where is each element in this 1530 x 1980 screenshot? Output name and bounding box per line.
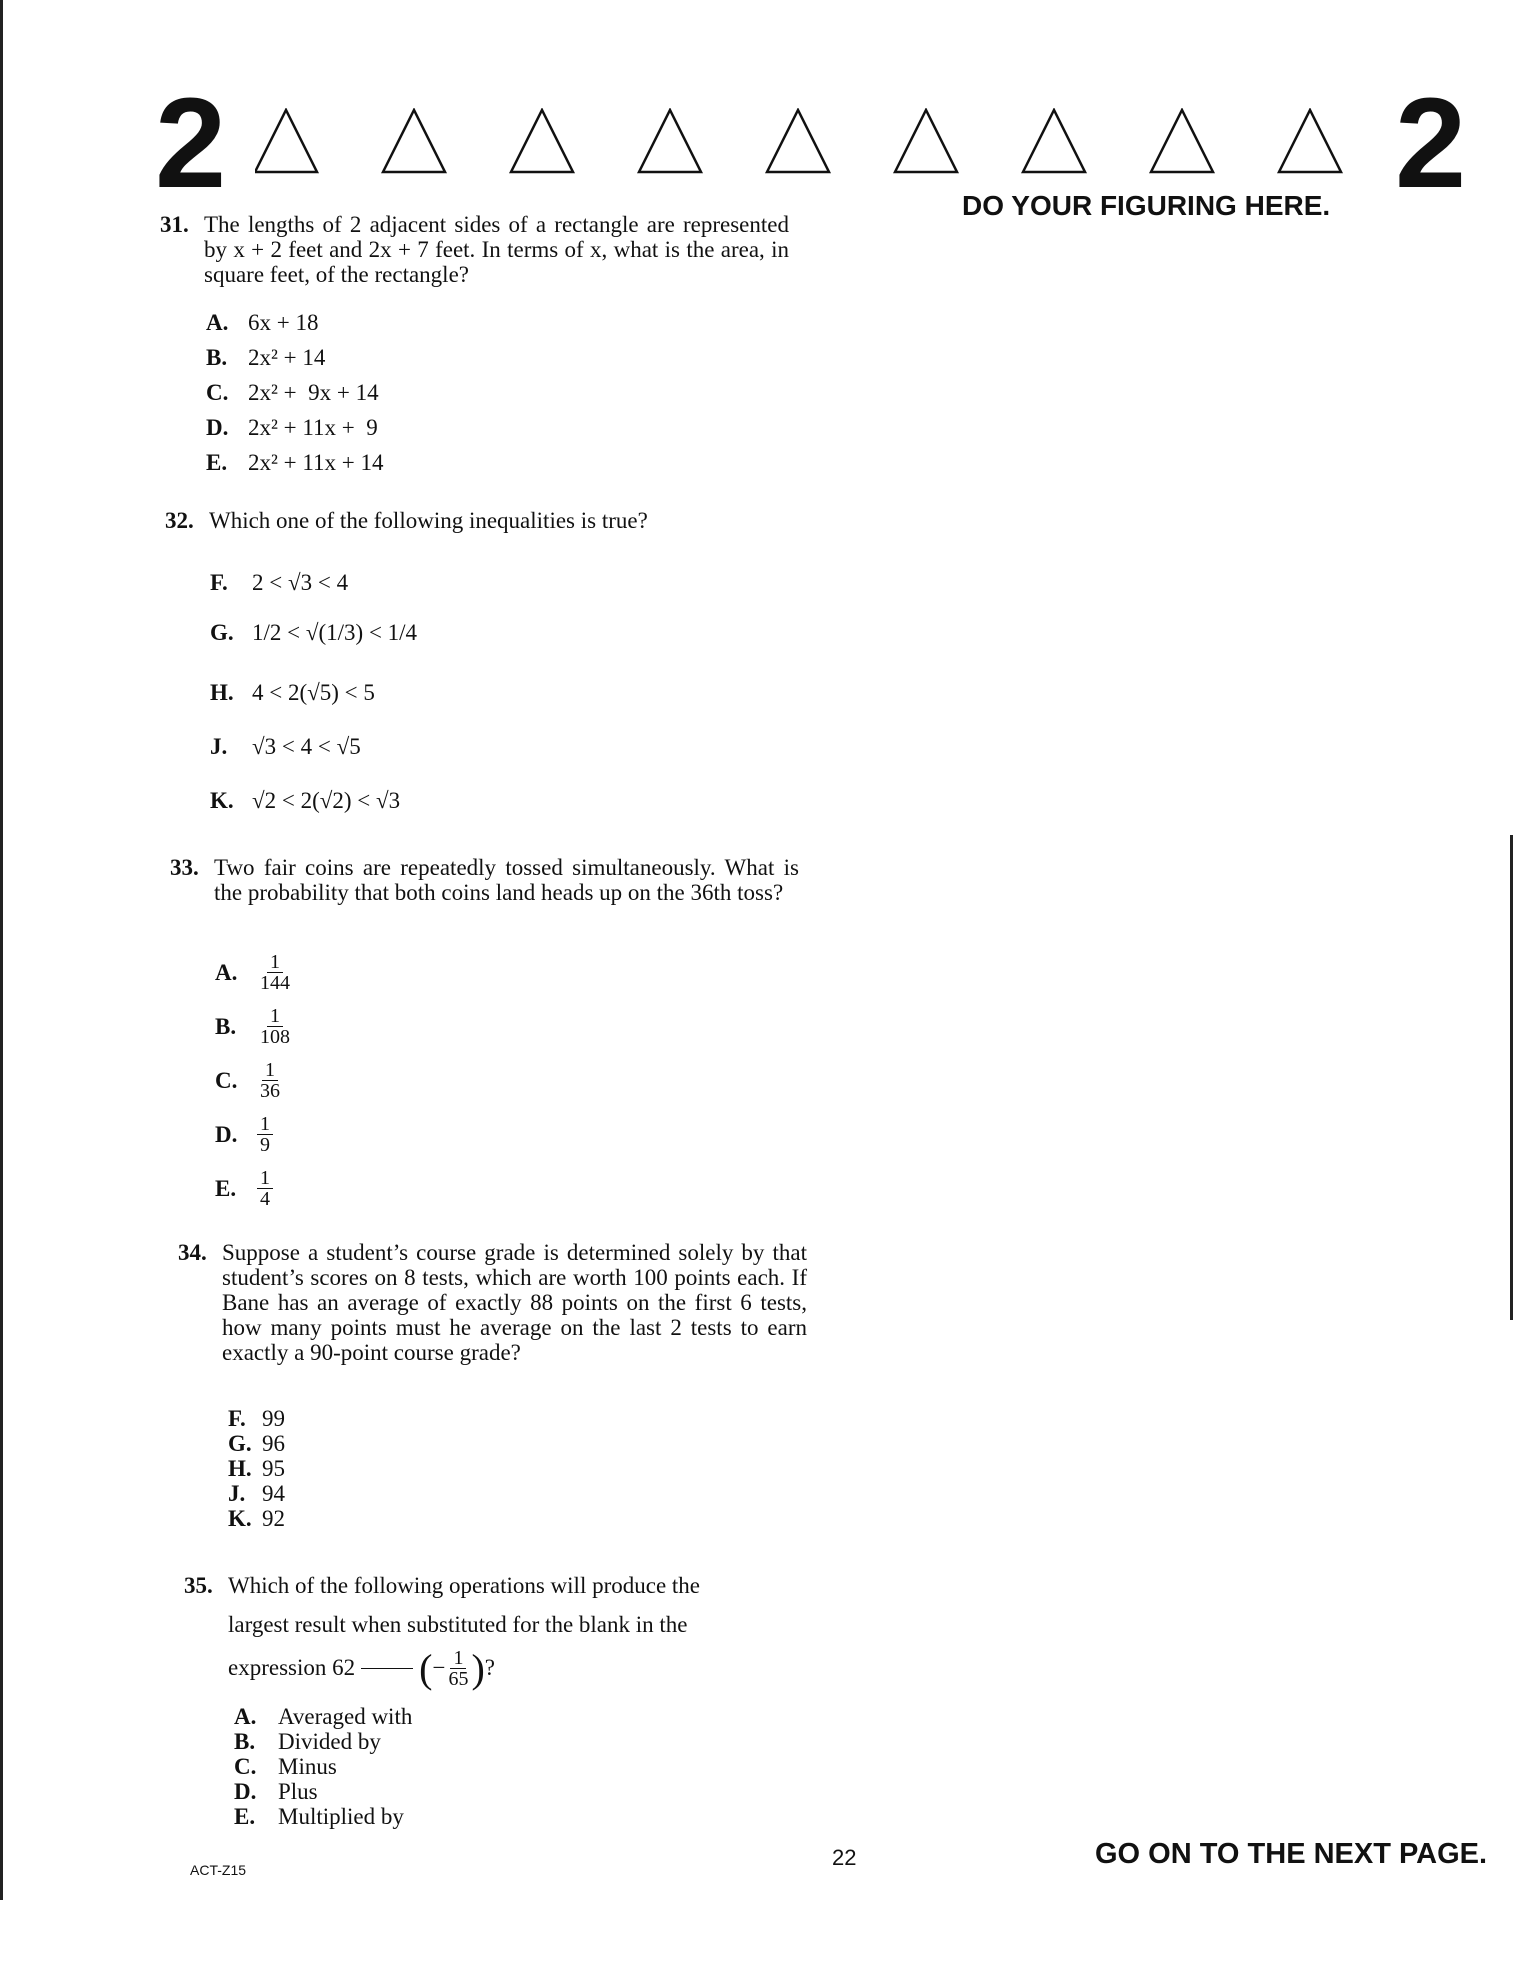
choice-text: Plus <box>278 1779 318 1805</box>
right-paren: ) <box>471 1645 485 1691</box>
choice-text: 96 <box>262 1431 285 1457</box>
choice-letter: E. <box>206 449 228 475</box>
choice-text: 2x² + 14 <box>248 344 326 370</box>
choice-letter: B. <box>234 1729 256 1755</box>
choice-text: √2 < 2(√2) < √3 <box>252 787 401 813</box>
fraction-numerator: 1 <box>257 1114 273 1135</box>
choice-text: Minus <box>278 1754 337 1780</box>
triangle-icon <box>511 110 573 172</box>
fraction-denominator: 144 <box>260 972 290 994</box>
choice-34-g[interactable] <box>228 1429 285 1456</box>
left-margin-rule <box>0 0 3 1900</box>
choice-32-k[interactable] <box>210 786 400 814</box>
page-number: 22 <box>832 1845 857 1870</box>
choice-31-e[interactable] <box>206 448 383 476</box>
choice-letter: A. <box>206 309 229 335</box>
choice-32-g[interactable] <box>210 618 417 646</box>
choice-32-f[interactable] <box>210 568 348 596</box>
choice-34-h[interactable] <box>228 1454 285 1481</box>
choice-letter: D. <box>234 1779 257 1805</box>
choice-fraction <box>257 1006 293 1047</box>
choice-34-j[interactable] <box>228 1479 285 1506</box>
fraction-denominator: 65 <box>448 1667 469 1690</box>
choice-34-k[interactable] <box>228 1504 285 1531</box>
fraction-denominator: 108 <box>260 1026 290 1048</box>
choice-letter: D. <box>206 414 229 440</box>
choice-34-f[interactable] <box>228 1404 285 1431</box>
choice-32-h[interactable] <box>210 678 375 706</box>
fraction-denominator: 9 <box>260 1134 270 1156</box>
triangle-icon <box>767 110 829 172</box>
fraction-denominator: 36 <box>260 1080 280 1102</box>
choice-31-a[interactable] <box>206 308 318 336</box>
choice-text: 95 <box>262 1456 285 1482</box>
header-triangles <box>255 108 1395 174</box>
question-number: 31. <box>160 212 189 237</box>
choice-text: 2 < √3 < 4 <box>252 569 349 595</box>
triangle-icon <box>1151 110 1213 172</box>
choice-letter: K. <box>210 787 234 813</box>
triangle-icon <box>1279 110 1341 172</box>
choice-letter: J. <box>228 1481 246 1507</box>
choice-letter: C. <box>234 1754 257 1780</box>
fraction-numerator: 1 <box>262 1060 278 1081</box>
choice-letter: E. <box>234 1804 256 1830</box>
figuring-note: DO YOUR FIGURING HERE. <box>962 190 1331 221</box>
question-line: largest result when substituted for the blank in the <box>228 1612 688 1637</box>
choice-letter: E. <box>215 1175 237 1201</box>
expression-prefix: expression 62 <box>228 1655 356 1680</box>
choice-text: Averaged with <box>278 1704 413 1730</box>
question-34 <box>178 1240 807 1365</box>
choice-letter: A. <box>215 959 238 985</box>
question-35-expression <box>228 1642 495 1694</box>
choice-text: 2x² + 11x + 14 <box>248 449 384 475</box>
right-margin-rule <box>1510 835 1513 1320</box>
question-number: 32. <box>165 508 194 533</box>
go-on-note: GO ON TO THE NEXT PAGE. <box>1095 1838 1488 1870</box>
section-number-left: 2 <box>155 72 227 215</box>
triangle-icon <box>1023 110 1085 172</box>
choice-letter: H. <box>228 1456 252 1482</box>
choice-35-d[interactable] <box>234 1777 318 1804</box>
expression-suffix: ? <box>484 1655 495 1680</box>
question-text: Two fair coins are repeatedly tossed simultaneously. What is the probability that both coins land heads up on the 36th toss? <box>214 855 799 905</box>
choice-letter: J. <box>210 733 228 759</box>
choice-letter: A. <box>234 1704 257 1730</box>
triangle-icon <box>255 110 317 172</box>
triangle-icon <box>895 110 957 172</box>
question-text: Suppose a student’s course grade is determined solely by that student’s scores on 8 tests, which are worth 100 points each. If Bane has an average of exactly 88 points on the first 6 tests, how many points must he average on the last 2 tests to earn exactly a 90-point course grade? <box>222 1240 807 1365</box>
choice-32-j[interactable] <box>210 732 361 760</box>
choice-text: √3 < 4 < √5 <box>252 733 361 759</box>
choice-33-e[interactable] <box>215 1168 273 1209</box>
choice-fraction <box>257 1060 283 1101</box>
choice-letter: B. <box>206 344 228 370</box>
triangle-icon <box>383 110 445 172</box>
triangle-icon <box>639 110 701 172</box>
choice-letter: K. <box>228 1506 252 1532</box>
choice-letter: F. <box>228 1406 246 1432</box>
left-paren: ( <box>419 1645 433 1691</box>
section-number-right: 2 <box>1395 72 1467 215</box>
fraction-numerator: 1 <box>267 1006 283 1027</box>
question-text <box>228 1566 818 1644</box>
choice-letter: C. <box>215 1067 238 1093</box>
choice-fraction <box>257 952 293 993</box>
form-code: ACT-Z15 <box>190 1862 247 1878</box>
choice-33-d[interactable] <box>215 1114 273 1155</box>
expression-minus: − <box>432 1655 446 1680</box>
question-number: 34. <box>178 1240 207 1265</box>
choice-text: 2x² + 11x + 9 <box>248 414 378 440</box>
question-text: Which one of the following inequalities is true? <box>209 508 648 533</box>
question-number: 35. <box>184 1573 213 1598</box>
fraction-denominator: 4 <box>260 1188 270 1210</box>
choice-letter: G. <box>210 619 234 645</box>
choice-text: 2x² + 9x + 14 <box>248 379 379 405</box>
choice-letter: C. <box>206 379 229 405</box>
choice-fraction <box>257 1168 273 1209</box>
choice-35-b[interactable] <box>234 1727 381 1754</box>
choice-35-a[interactable] <box>234 1702 412 1729</box>
expression-blank <box>361 1668 413 1669</box>
choice-letter: H. <box>210 679 234 705</box>
question-text: The lengths of 2 adjacent sides of a rectangle are represented by x + 2 feet and 2x + 7 feet. In terms of x, what is the area, in square feet, of the rectangle? <box>204 212 789 287</box>
choice-text: 99 <box>262 1406 285 1432</box>
choice-33-a[interactable] <box>215 952 293 993</box>
choice-letter: D. <box>215 1121 238 1147</box>
choice-text: 92 <box>262 1506 285 1532</box>
choice-letter: F. <box>210 569 228 595</box>
question-32 <box>165 508 794 533</box>
choice-text: 1/2 < √(1/3) < 1/4 <box>252 619 418 645</box>
question-33 <box>170 855 799 905</box>
expression-fraction <box>445 1648 471 1689</box>
question-line: Which of the following operations will produce the <box>228 1573 701 1598</box>
choice-35-e[interactable] <box>234 1802 404 1829</box>
choice-letter: G. <box>228 1431 252 1457</box>
choice-33-c[interactable] <box>215 1060 283 1101</box>
fraction-numerator: 1 <box>257 1168 273 1189</box>
choice-text: 4 < 2(√5) < 5 <box>252 679 375 705</box>
fraction-numerator: 1 <box>267 952 283 973</box>
choice-fraction <box>257 1114 273 1155</box>
choice-text: 6x + 18 <box>248 309 319 335</box>
choice-text: Multiplied by <box>278 1804 404 1830</box>
choice-31-b[interactable] <box>206 343 325 371</box>
choice-text: Divided by <box>278 1729 381 1755</box>
choice-35-c[interactable] <box>234 1752 337 1779</box>
choice-31-d[interactable] <box>206 413 378 441</box>
question-35 <box>184 1566 818 1644</box>
choice-31-c[interactable] <box>206 378 379 406</box>
choice-text: 94 <box>262 1481 285 1507</box>
choice-33-b[interactable] <box>215 1006 293 1047</box>
choice-letter: B. <box>215 1013 237 1039</box>
fraction-numerator: 1 <box>450 1648 466 1669</box>
question-number: 33. <box>170 855 199 880</box>
question-31 <box>160 212 789 287</box>
